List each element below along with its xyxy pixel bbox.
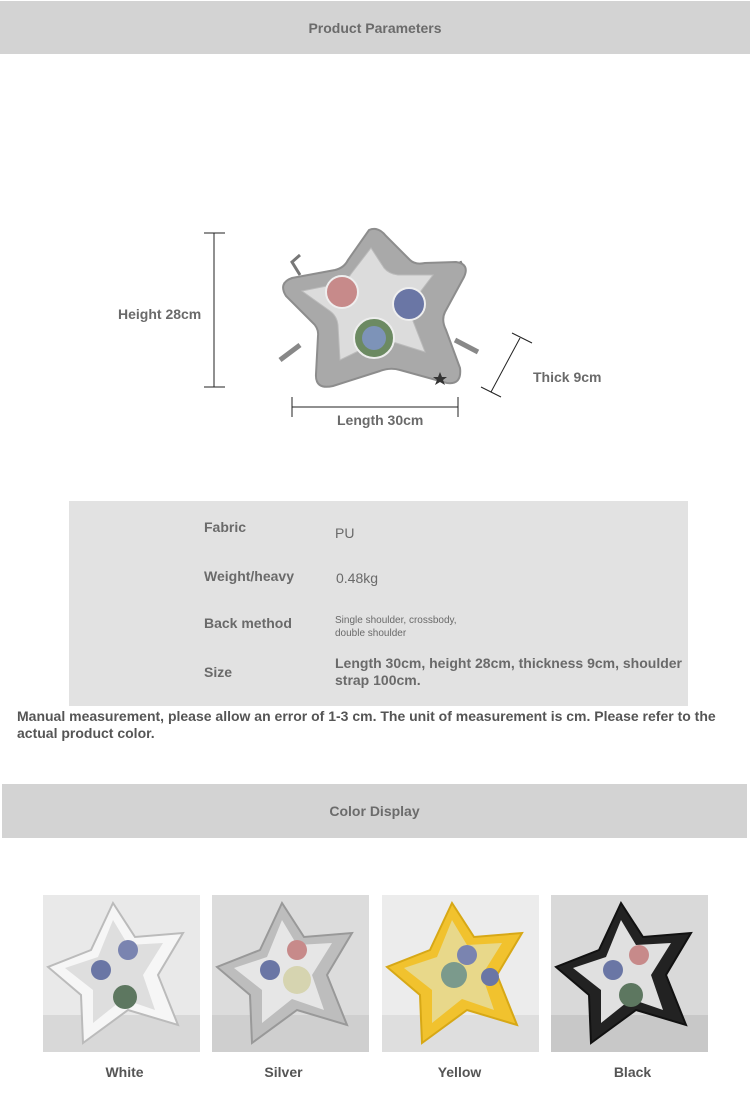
param-label-size: Size xyxy=(204,664,233,680)
param-label-weight: Weight/heavy xyxy=(204,568,294,584)
color-label-yellow: Yellow xyxy=(437,1064,482,1080)
silver-bag-photo xyxy=(212,895,369,1052)
measurement-note: Manual measurement, please allow an error of 1-3 cm. The unit of measurement is cm. Please refer to the actual product color. xyxy=(17,708,716,741)
product-diagram xyxy=(0,200,750,450)
black-bag-photo xyxy=(551,895,708,1052)
color-display-banner xyxy=(2,784,747,838)
color-swatch-white[interactable] xyxy=(43,895,200,1052)
param-label-back-method: Back method xyxy=(204,615,292,631)
parameter-table xyxy=(69,501,688,706)
param-value-back-method: Single shoulder, crossbody, double shoulder xyxy=(335,615,457,639)
color-label-white: White xyxy=(105,1064,144,1080)
color-display-title: Color Display xyxy=(329,803,420,819)
color-swatch-yellow[interactable] xyxy=(382,895,539,1052)
param-value-size: Length 30cm, height 28cm, thickness 9cm, shoulder strap 100cm. xyxy=(335,655,682,688)
thick-label: Thick 9cm xyxy=(533,369,602,385)
height-label: Height 28cm xyxy=(118,306,202,322)
product-parameters-title: Product Parameters xyxy=(308,19,442,36)
param-label-fabric: Fabric xyxy=(204,519,247,535)
color-label-silver: Silver xyxy=(264,1064,303,1080)
color-swatch-black[interactable] xyxy=(551,895,708,1052)
length-label: Length 30cm xyxy=(337,412,424,428)
param-value-fabric: PU xyxy=(335,525,355,541)
color-label-black: Black xyxy=(613,1064,652,1080)
yellow-bag-photo xyxy=(382,895,539,1052)
product-parameters-banner xyxy=(0,1,750,54)
white-bag-photo xyxy=(43,895,200,1052)
color-swatch-silver[interactable] xyxy=(212,895,369,1052)
param-value-weight: 0.48kg xyxy=(336,570,379,586)
